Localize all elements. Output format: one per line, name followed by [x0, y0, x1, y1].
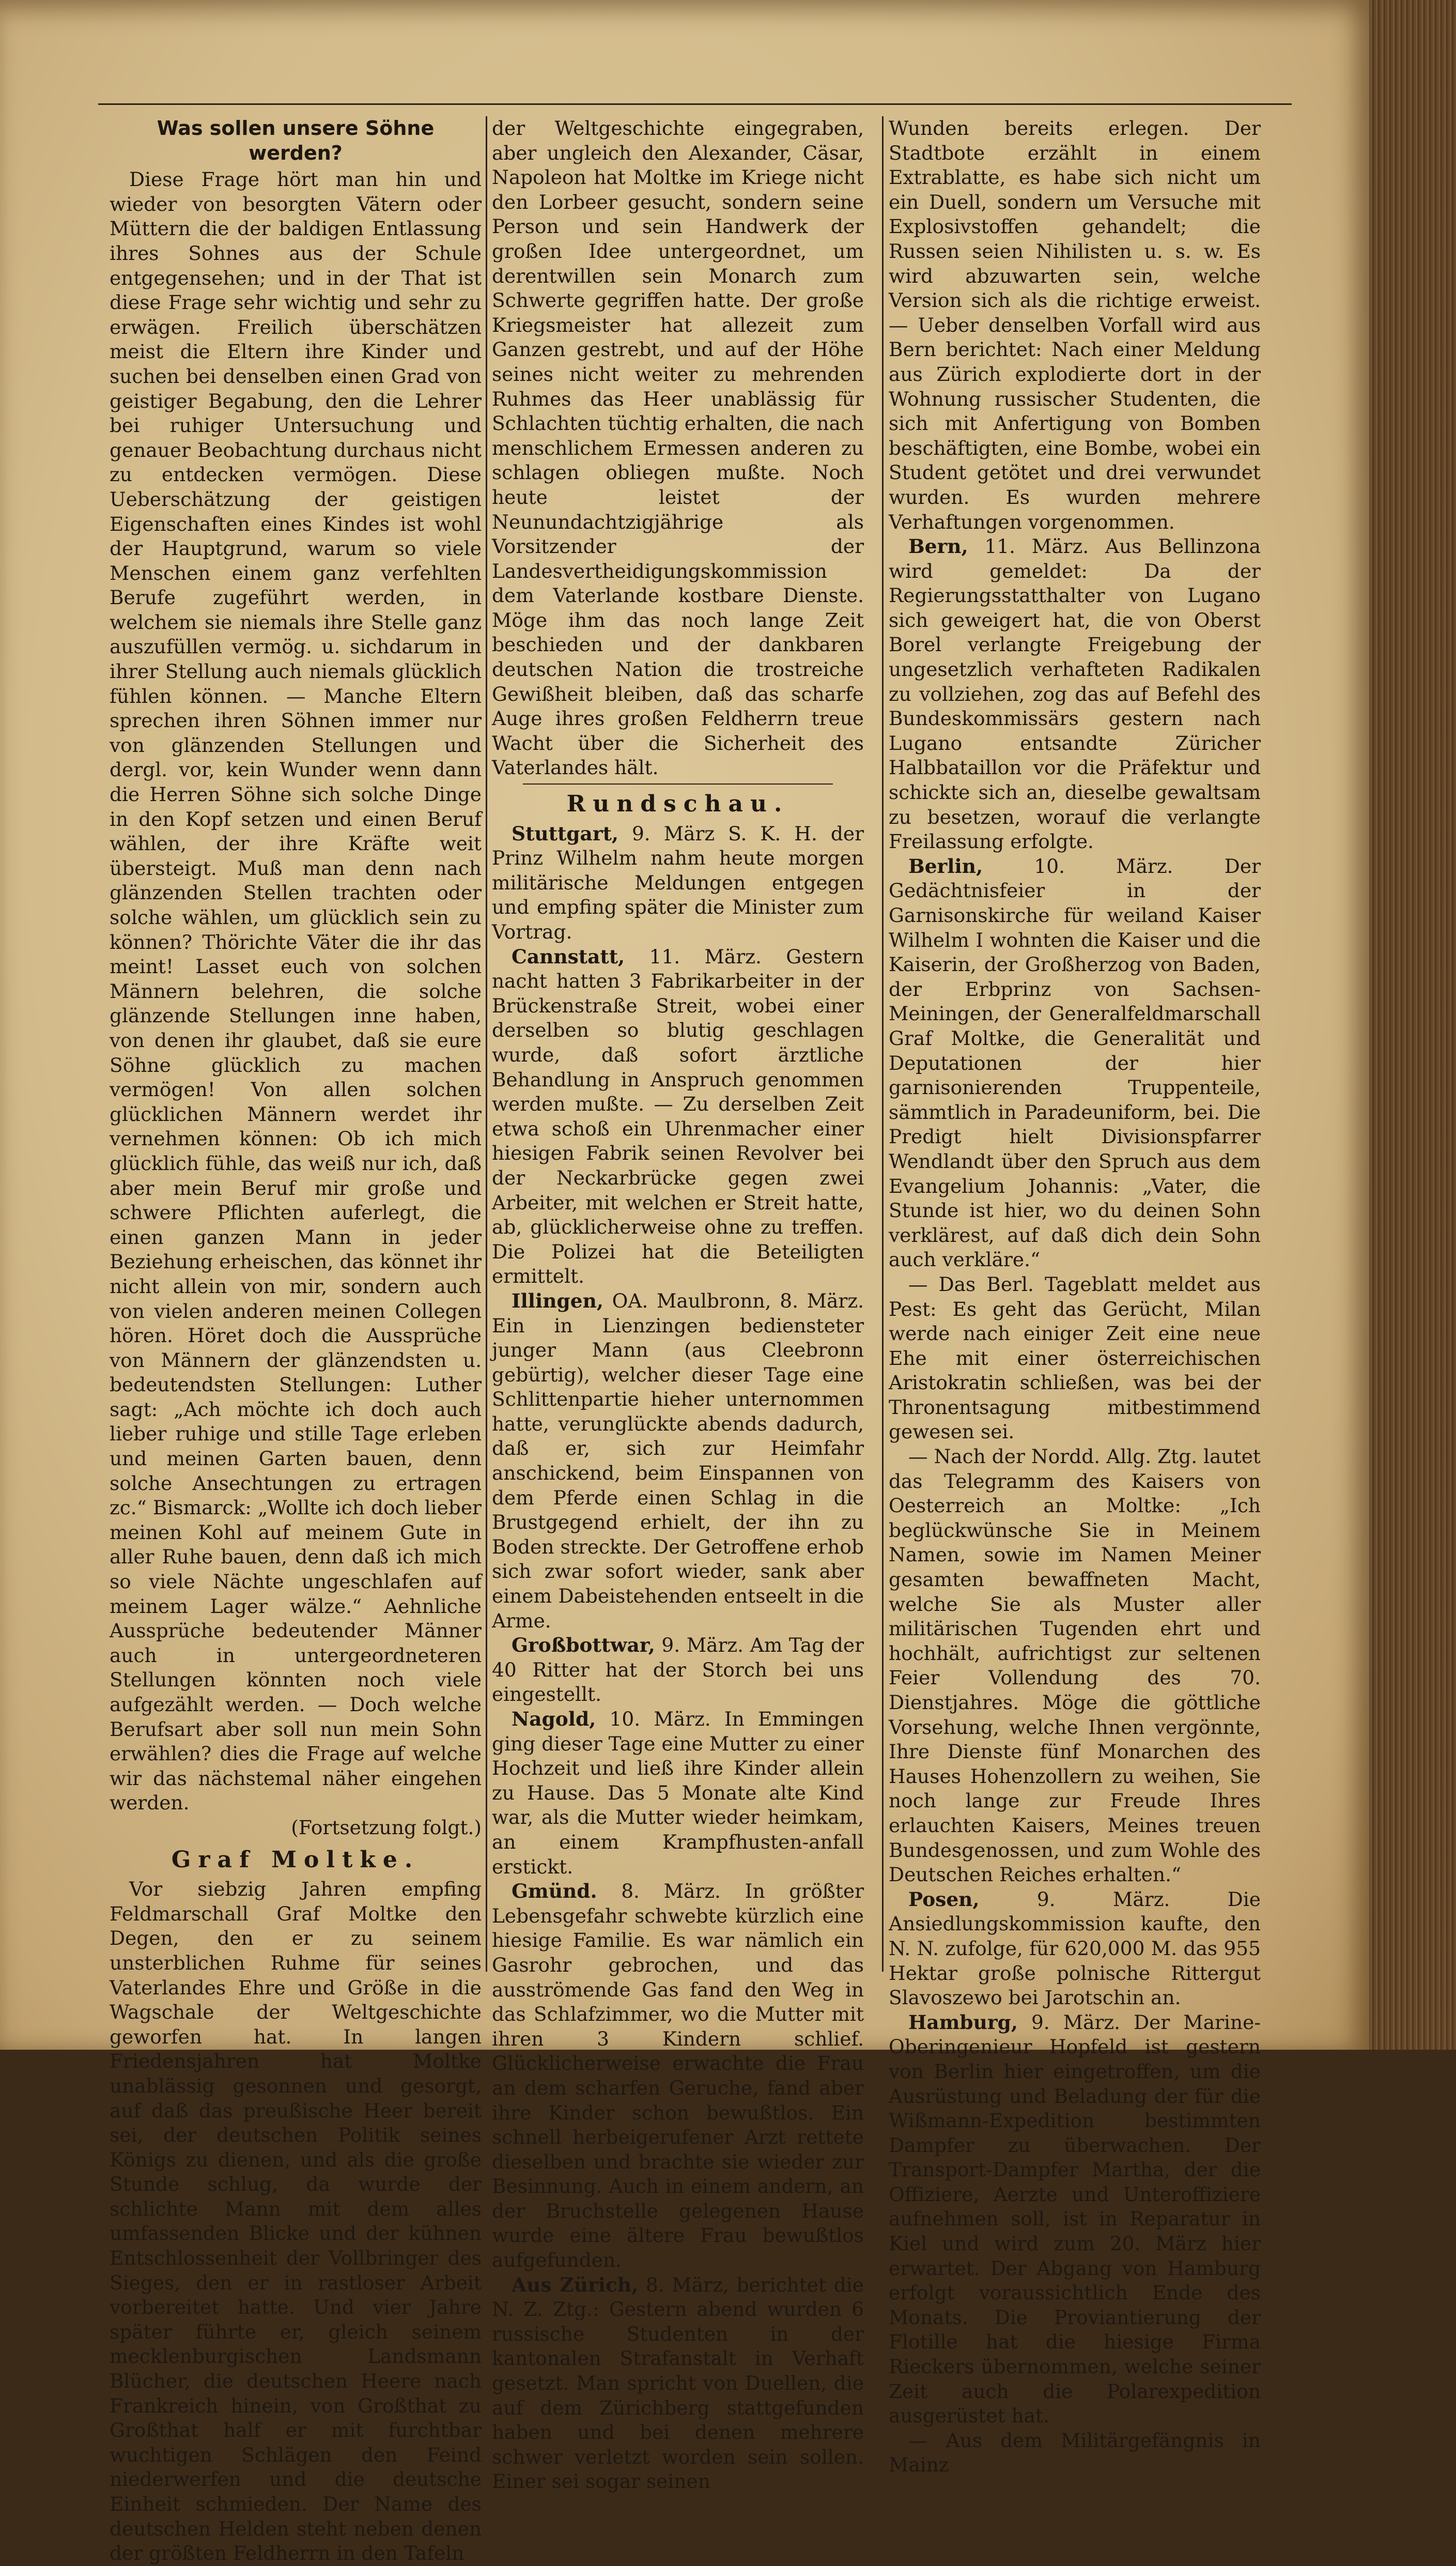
news-dateline-place: Berlin, — [908, 854, 983, 878]
news-text: 9. März. Am Tag der 40 Ritter hat der Storch bei uns eingestellt. — [492, 1634, 864, 1706]
column-2 — [492, 116, 864, 2493]
news-item — [492, 1707, 864, 1879]
article-paragraph: Vor siebzig Jahren empfing Feldmarschall Graf Moltke den Degen, den er zu seinem unsterblichen Ruhme für seines Vaterlandes Ehre und Größe in die Wagschale der Weltgeschichte geworfen hat. In langen Friedensjahren hat Moltke unablässig gesonnen und gesorgt, auf daß das preußische Heer bereit sei, der deutschen Politik seines Königs zu dienen, und als die große Stunde schlug, da wurde der schlichte Mann mit dem alles umfassenden Blicke und der kühnen Entschlossenheit der Vollbringer des Sieges, den er in rastloser Arbeit vorbereitet hatte. Und vier Jahre später führte er, gleich seinem mecklenburgischen Landsmann Blücher, die deutschen Heere nach Frankreich hinein, von Großthat zu Großthat half er mit furchtbar wuchtigen Schlägen den Feind niederwerfen und die deutsche Einheit schmieden. Der Name des deutschen Helden steht neben denen der größten Feldherrn in den Tafeln — [110, 1878, 482, 2565]
news-item — [889, 1445, 1261, 1887]
book-page-edges — [1369, 0, 1456, 2050]
news-item — [889, 854, 1261, 1272]
news-text: 8. März, berichtet die N. Z. Ztg.: Gestern abend wurden 6 russische Studenten in der kantonalen Strafanstalt in Verhaft gesetzt. Man spricht von Duellen, die auf dem Zürichberg stattgefunden haben und bei denen mehrere schwer verletzt worden sein sollen. Einer sei sogar seinen — [492, 2273, 864, 2493]
news-item — [889, 2010, 1261, 2429]
news-item — [889, 534, 1261, 854]
news-item — [889, 1887, 1261, 2010]
article-paragraph: Wunden bereits erlegen. Der Stadtbote erzählt in einem Extrablatte, es habe sich nicht um ein Duell, sondern um Versuche mit Explosivstoffen gehandelt; die Russen seien Nihilisten u. s. w. Es wird abzuwarten sein, welche Version sich als die richtige erweist. — Ueber denselben Vorfall wird aus Bern berichtet: Nach einer Meldung aus Zürich explodierte dort in der Wohnung russischer Studenten, die sich mit Anfertigung von Bomben beschäftigten, eine Bombe, wobei ein Student getötet und drei verwundet wurden. Es wurden mehrere Verhaftungen vorgenommen. — [889, 117, 1261, 533]
column-1 — [110, 116, 482, 2565]
news-text: 9. März. Die Ansiedlungskommission kaufte, den N. N. zufolge, für 620,000 M. das 955 Hektar große polnische Rittergut Slavoszewo bei Jarotschin an. — [889, 1887, 1261, 2009]
news-text: — Das Berl. Tageblatt meldet aus Pest: Es geht das Gerücht, Milan werde nach einiger Zeit eine neue Ehe mit einer österreichischen Aristokratin schließen, was bei der Thronentsagung mitbestimmend gewesen sei. — [889, 1272, 1261, 1443]
news-dateline-place: Hamburg, — [908, 2010, 1018, 2034]
news-text: 10. März. Der Gedächtnisfeier in der Garnisonskirche für weiland Kaiser Wilhelm I wohnten die Kaiser und die Kaiserin, der Großherzog von Baden, der Erbprinz von Sachsen-Meiningen, der Generalfeldmarschall Graf Moltke, die Generalität und Deputationen der hier garnisonierenden Truppenteile, sämmtlich in Paradeuniform, bei. Die Predigt hielt Divisionspfarrer Wendlandt über den Spruch aus dem Evangelium Johannis: „Vater, die Stunde ist hier, wo du deinen Sohn verklärest, auf daß dich dein Sohn auch verkläre.“ — [889, 854, 1261, 1271]
news-list — [889, 534, 1261, 2478]
news-dateline-place: Gmünd. — [512, 1880, 597, 1903]
news-dateline-place: Cannstatt, — [512, 945, 625, 968]
news-dateline-place: Stuttgart, — [512, 822, 618, 845]
news-dateline-place: Posen, — [908, 1887, 980, 1911]
news-item — [492, 945, 864, 1289]
article-paragraph: Diese Frage hört man hin und wieder von besorgten Vätern oder Müttern die der baldigen Entlassung ihres Sohnes aus der Schule entgegensehen; und in der That ist diese Frage sehr wichtig und sehr zu erwägen. Freilich überschätzen meist die Eltern ihre Kinder und suchen bei denselben einen Grad von geistiger Begabung, den die Lehrer bei ruhiger Untersuchung und genauer Beobachtung durchaus nicht zu entdecken vermögen. Diese Ueberschätzung der geistigen Eigenschaften eines Kindes ist wohl der Hauptgrund, warum so viele Menschen einem ganz verfehlten Berufe zugeführt werden, in welchem sie niemals ihre Stelle ganz auszufüllen vermög. u. sichdarum in ihrer Stellung auch niemals glücklich fühlen können. — Manche Eltern sprechen ihren Söhnen immer nur von glänzenden Stellungen und dergl. vor, kein Wunder wenn dann die Herren Söhne sich solche Dinge in den Kopf setzen und einen Beruf wählen, der ihre Kräfte weit übersteigt. Muß man denn nach glänzenden Stellen trachten oder solche wählen, um glücklich sein zu können? Thörichte Väter die ihr das meint! Lasset euch von solchen Männern belehren, die solche glänzende Stellungen inne haben, von denen ihr glaubet, daß sie eure Söhne glücklich zu machen vermögen! Von allen solchen glücklichen Männern werdet ihr vernehmen können: Ob ich mich glücklich fühle, das weiß nur ich, daß aber mein Beruf mir große und schwere Pflichten auferlegt, die einen ganzen Mann in jeder Beziehung erheischen, das könnet ihr nicht allein von mir, sondern auch von vielen anderen meinen Collegen hören. Höret doch die Aussprüche von Männern der glänzendsten u. bedeutendsten Stellungen: Luther sagt: „Ach möchte ich doch auch lieber ruhige und stille Tage erleben und meinen Garten bauen, denn solche Ansechtungen zu ertragen zc.“ Bismarck: „Wollte ich doch lieber meinen Kohl auf meinem Gute in aller Ruhe bauen, denn daß ich mich so viele Nächte ungeschlafen auf meinem Lager wälze.“ Aehnliche Aussprüche bedeutender Männer auch in untergeordneteren Stellungen könnten noch viele aufgezählt werden. — Doch welche Berufsart aber soll nun mein Sohn erwählen? dies die Frage auf welche wir das nächstemal näher eingehen werden. — [110, 168, 482, 1815]
section-rule — [523, 783, 833, 785]
article-headline: Graf Moltke. — [171, 1846, 420, 1873]
news-item — [492, 1633, 864, 1707]
column-divider — [486, 116, 487, 1972]
news-text: 11. März. Gestern nacht hatten 3 Fabrikarbeiter in der Brückenstraße Streit, wobei einer derselben so blutig geschlagen wurde, daß sofort ärztliche Behandlung in Anspruch genommen werden mußte. — Zu derselben Zeit etwa schoß ein Uhrenmacher einer hiesigen Fabrik seinen Revolver bei der Neckarbrücke gegen zwei Arbeiter, mit welchen er Streit hatte, ab, glücklicherweise ohne zu treffen. Die Polizei hat die Beteiligten ermittelt. — [492, 945, 864, 1288]
news-item — [889, 2429, 1261, 2478]
article-paragraph: der Weltgeschichte eingegraben, aber ungleich den Alexander, Cäsar, Napoleon hat Moltke im Kriege nicht den Lorbeer gesucht, sondern seine Person und sein Handwerk der großen Idee untergeordnet, um derentwillen sein Monarch zum Schwerte gegriffen hatte. Der große Kriegsmeister hat allezeit zum Ganzen gestrebt, und auf der Höhe seines nicht weiter zu mehrenden Ruhmes das Heer unablässig für Schlachten tüchtig erhalten, die nach menschlichem Ermessen anderen zu schlagen obliegen mußte. Noch heute leistet der Neunundachtzigjährige als Vorsitzender der Landesvertheidigungskommission dem Vaterlande kostbare Dienste. Möge ihm das noch lange Zeit beschieden und der dankbaren deutschen Nation die trostreiche Gewißheit bleiben, daß das scharfe Auge ihres großen Feldherrn treue Wacht über die Sicherheit des Vaterlandes hält. — [492, 117, 864, 779]
news-item — [492, 1879, 864, 2273]
news-dateline-place: Großbottwar, — [512, 1634, 655, 1657]
news-text: — Nach der Nordd. Allg. Ztg. lautet das Telegramm des Kaisers von Oesterreich an Moltke: „Ich beglückwünsche Sie in Meinem Namen, sowie im Namen Meiner gesamten bewaffneten Macht, welche Sie als Muster aller militärischen Tugenden ehrt und hochhält, aufrichtigst zur seltenen Feier Vollendung des 70. Dienstjahres. Möge die göttliche Vorsehung, welche Ihnen vergönnte, Ihre Dienste fünf Monarchen des Hauses Hohenzollern zu weihen, Sie noch lange zur Freude Ihres erlauchten Kaisers, Meines treuen Bundesgenossen, und zum Wohle des Deutschen Reiches erhalten.“ — [889, 1445, 1261, 1886]
news-text: 11. März. Aus Bellinzona wird gemeldet: Da der Regierungsstatthalter von Lugano sich geweigert hat, die von Oberst Borel verlangte Freigebung der ungesetzlich verhafteten Radikalen zu vollziehen, zog das auf Befehl des Bundeskommissärs gestern nach Lugano entsandte Züricher Halbbataillon vor die Präfektur und schickte sich an, dieselbe gewaltsam zu besetzen, worauf die verlangte Freilassung erfolgte. — [889, 535, 1261, 853]
column-divider — [882, 116, 884, 1972]
news-text: 8. März. In größter Lebensgefahr schwebte kürzlich eine hiesige Familie. Es war nämlich ein Gasrohr gebrochen, und das ausströmende Gas fand den Weg in das Schlafzimmer, wo die Mutter mit ihren 3 Kindern schlief. Glücklicherweise erwachte die Frau an dem scharfen Geruche, fand aber ihre Kinder schon bewußtlos. Ein schnell herbeigerufener Arzt rettete dieselben und brachte sie wieder zur Besinnung. Auch in einem andern, an der Bruchstelle gelegenen Hause wurde eine ältere Frau bewußtlos aufgefunden. — [492, 1880, 864, 2272]
news-dateline-place: Aus Zürich, — [512, 2273, 639, 2296]
news-item — [492, 2273, 864, 2494]
news-text: 9. März S. K. H. der Prinz Wilhelm nahm heute morgen militärische Meldungen entgegen und empfing später die Minister zum Vortrag. — [492, 822, 864, 943]
news-item — [492, 1289, 864, 1633]
article-headline: Was sollen unsere Söhne werden? — [157, 117, 435, 164]
news-item — [492, 822, 864, 945]
news-text: — Aus dem Militärgefängnis in Mainz — [889, 2429, 1261, 2477]
news-item — [889, 1272, 1261, 1445]
column-3 — [889, 116, 1261, 2477]
section-headline: Rundschau. — [566, 791, 789, 818]
top-rule — [98, 103, 1292, 105]
news-dateline-place: Illingen, — [512, 1289, 603, 1312]
news-text: 10. März. In Emmingen ging dieser Tage eine Mutter zu einer Hochzeit und ließ ihre Kinder allein zu Hause. Das 5 Monate alte Kind war, als die Mutter wieder heimkam, an einem Krampfhusten-anfall erstickt. — [492, 1708, 864, 1878]
news-text: OA. Maulbronn, 8. März. Ein in Lienzingen bediensteter junger Mann (aus Cleebronn gebürtig), welcher dieser Tage eine Schlittenpartie hieher unternommen hatte, verunglückte abends dadurch, daß er, sich zur Heimfahr anschickend, beim Einspannen von dem Pferde einen Schlag in die Brustgegend erhielt, der ihn zu Boden streckte. Der Getroffene erhob sich zwar sofort wieder, sank aber einem Dabeistehenden entseelt in die Arme. — [492, 1289, 864, 1632]
news-dateline-place: Bern, — [908, 535, 968, 558]
news-list — [492, 822, 864, 2494]
news-dateline-place: Nagold, — [512, 1708, 596, 1730]
news-text: 9. März. Der Marine-Oberingenieur Hopfeld ist gestern von Berlin hier eingetroffen, um die Ausrüstung und Beladung der für die Wißmann-Expedition bestimmten Dampfer zu überwachen. Der Transport-Dampfer Martha, der die Offiziere, Aerzte und Unteroffiziere aufnehmen soll, ist in Reparatur in Kiel und wird zum 20. März hier erwartet. Der Abgang von Hamburg erfolgt voraussichtlich Ende des Monats. Die Proviantierung der Flotille hat die hiesige Firma Rieckers übernommen, welche seiner Zeit auch die Polarexpedition ausgerüstet hat. — [889, 2010, 1261, 2427]
continued-note: (Fortsetzung folgt.) — [291, 1816, 482, 1839]
